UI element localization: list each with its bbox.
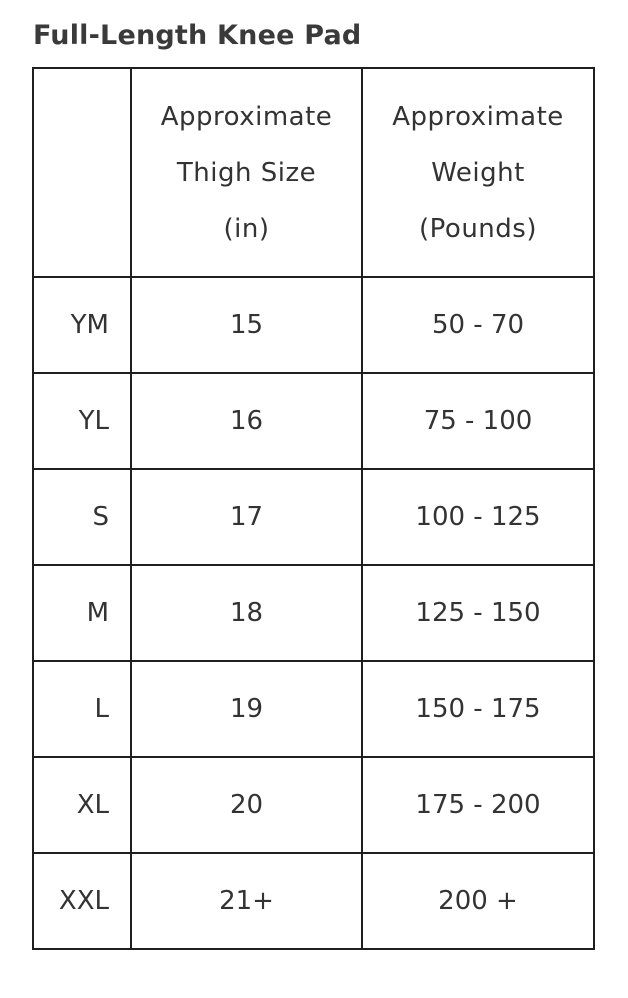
weight-cell: 75 - 100 bbox=[362, 373, 594, 469]
thigh-size-cell: 18 bbox=[131, 565, 362, 661]
size-cell: XL bbox=[33, 757, 131, 853]
thigh-size-cell: 15 bbox=[131, 277, 362, 373]
thigh-size-cell: 19 bbox=[131, 661, 362, 757]
header-cell-weight bbox=[362, 68, 594, 277]
table-row bbox=[33, 757, 594, 853]
header-thigh-line-1: Approximate bbox=[160, 101, 333, 132]
weight-cell: 175 - 200 bbox=[362, 757, 594, 853]
header-cell-thigh-size bbox=[131, 68, 362, 277]
table-row bbox=[33, 469, 594, 565]
weight-cell: 125 - 150 bbox=[362, 565, 594, 661]
header-weight-line-1: Approximate bbox=[392, 101, 564, 132]
header-thigh-line-2: Thigh Size bbox=[176, 157, 317, 188]
size-cell: YM bbox=[33, 277, 131, 373]
thigh-size-cell: 20 bbox=[131, 757, 362, 853]
size-cell: L bbox=[33, 661, 131, 757]
weight-cell: 150 - 175 bbox=[362, 661, 594, 757]
size-cell: XXL bbox=[33, 853, 131, 949]
weight-cell: 100 - 125 bbox=[362, 469, 594, 565]
weight-cell: 200 + bbox=[362, 853, 594, 949]
thigh-size-cell: 16 bbox=[131, 373, 362, 469]
header-cell-size bbox=[33, 68, 131, 277]
header-weight-line-2: Weight bbox=[431, 157, 525, 188]
thigh-size-cell: 21+ bbox=[131, 853, 362, 949]
table-row bbox=[33, 853, 594, 949]
size-chart-table bbox=[32, 67, 595, 950]
table-row bbox=[33, 565, 594, 661]
size-cell: M bbox=[33, 565, 131, 661]
header-weight-line-3: (Pounds) bbox=[419, 213, 537, 244]
weight-cell: 50 - 70 bbox=[362, 277, 594, 373]
size-cell: YL bbox=[33, 373, 131, 469]
table-row bbox=[33, 373, 594, 469]
thigh-size-cell: 17 bbox=[131, 469, 362, 565]
table-row bbox=[33, 661, 594, 757]
table-row bbox=[33, 277, 594, 373]
header-thigh-line-3: (in) bbox=[223, 213, 270, 244]
table-header-row bbox=[33, 68, 594, 277]
page-title: Full-Length Knee Pad bbox=[33, 20, 362, 51]
size-cell: S bbox=[33, 469, 131, 565]
